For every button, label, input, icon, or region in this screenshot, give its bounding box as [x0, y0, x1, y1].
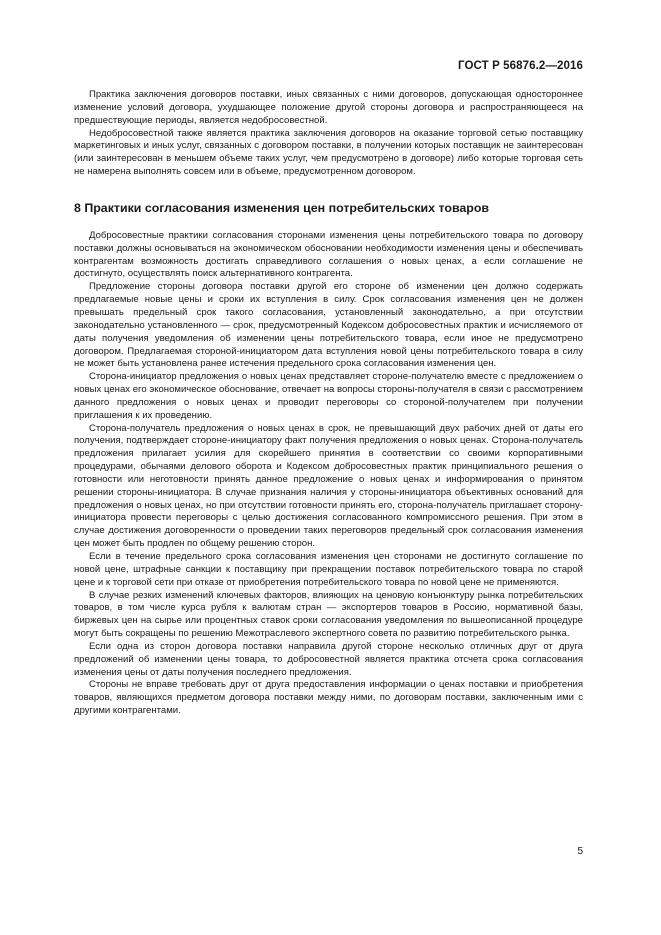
- paragraph-8-7: Если одна из сторон договора поставки направила другой стороне несколько отличных друг от друга предложений об изменении цены товара, то добросовестной является практика отсчета срока согласования изменения цены от даты получения последнего предложения.: [74, 640, 583, 678]
- paragraph-8-3: Сторона-инициатор предложения о новых ценах представляет стороне-получателю вместе с предложением о новых ценах его экономическое обоснование, отвечает на вопросы стороны-получателя в связи с рассмотрением данного предложения о новых ценах и проводит переговоры со стороной-получателем при получении приглашения к их проведению.: [74, 371, 583, 421]
- paragraph-8-2: Предложение стороны договора поставки другой его стороне об изменении цен должно содержать предлагаемые новые цены и сроки их вступления в силу. Срок согласования изменения цен не должен превышать предельный срок такого согласования, установленный законодательно, а при отсутствии законодательно установленного — срок, предусмотренный Кодексом добросовестных практик и исчисляемого от даты получения уведомления об изменении цены потребительского товара, если иное не предусмотрено договором. Предлагаемая стороной-инициатором дата вступления новой цены потребительского товара в силу не может быть установлена ранее истечения предельного срока согласования изменения цен.: [74, 281, 583, 370]
- paragraph-7-tail-1: Практика заключения договоров поставки, иных связанных с ними договоров, допускающая одностороннее изменение условий договора, ухудшающее положение другой стороны договора и распространяющееся на предшествующие периоды, является недобросовестной.: [74, 89, 583, 126]
- page-number: 5: [577, 846, 583, 857]
- paragraph-8-1: Добросовестные практики согласования сторонами изменения цены потребительского товара по договору поставки должны основываться на экономическом обосновании необходимости изменения цены и обеспечивать контрагентам возможность достигать справедливого соглашения о новых ценах, а если соглашение не достигнуто, осуществлять поиск альтернативного контрагента.: [74, 229, 583, 280]
- section-8-heading: 8 Практики согласования изменения цен потребительских товаров: [74, 200, 490, 215]
- paragraph-8-6: В случае резких изменений ключевых факторов, влияющих на ценовую конъюнктуру рынка потребительских товаров, в том числе курса рубля к валютам стран — экспортеров товаров в Россию, нормативной базы, биржевых цен на сырье или процентных ставок сроки согласования уведомления по вышеописанной процедуре могут быть сокращены по решению Межотраслевого экспертного совета по развитию потребительского рынка.: [74, 589, 583, 640]
- paragraph-8-4: Сторона-получатель предложения о новых ценах в срок, не превышающий двух рабочих дней от даты его получения, подтверждает стороне-инициатору факт получения предложения о новых ценах. Сторона-получатель предложения прилагает усилия для скорейшего принятия в соответствии со своими корпоративными процедурами, обычаями делового оборота и Кодексом добросовестных практик принципиального решения о готовности или неготовности принять данное предложение о новых ценах и информирования о принятом решении стороны-инициатора. В случае признания наличия у стороны-инициатора объективных оснований для предложения о новых ценах, но при отсутствии готовности принять его, сторона-получатель приглашает сторону-инициатора провести переговоры с целью достижения согласованного компромиссного решения. При этом в случае достижения договоренности о проведении таких переговоров предельный срок согласования изменения цен может быть продлен по общему решению сторон.: [74, 422, 583, 550]
- document-header: ГОСТ Р 56876.2—2016: [458, 60, 583, 72]
- paragraph-7-tail-2: Недобросовестной также является практика заключения договоров на оказание торговой сетью поставщику маркетинговых и иных услуг, связанных с договором поставки, в получении которых поставщик не заинтересован (или заинтересован в меньшем объеме таких услуг, чем предусмотрено в договоре) либо которые торговая сеть не намерена выполнять совсем или в объеме, предусмотренном договором.: [74, 127, 583, 178]
- page-body: [74, 89, 583, 718]
- paragraph-8-5: Если в течение предельного срока согласования изменения цен сторонами не достигнуто соглашение по новой цене, штрафные санкции к поставщику при прекращении поставок потребительского товара по старой цене и к торговой сети при отказе от приобретения потребительского товара по новой цене не применяются.: [74, 551, 583, 588]
- paragraph-8-8: Стороны не вправе требовать друг от друга предоставления информации о ценах поставки и приобретения товаров, являющихся предметом договора поставки между ними, по договорам поставки, заключенным ими с другими контрагентами.: [74, 679, 583, 717]
